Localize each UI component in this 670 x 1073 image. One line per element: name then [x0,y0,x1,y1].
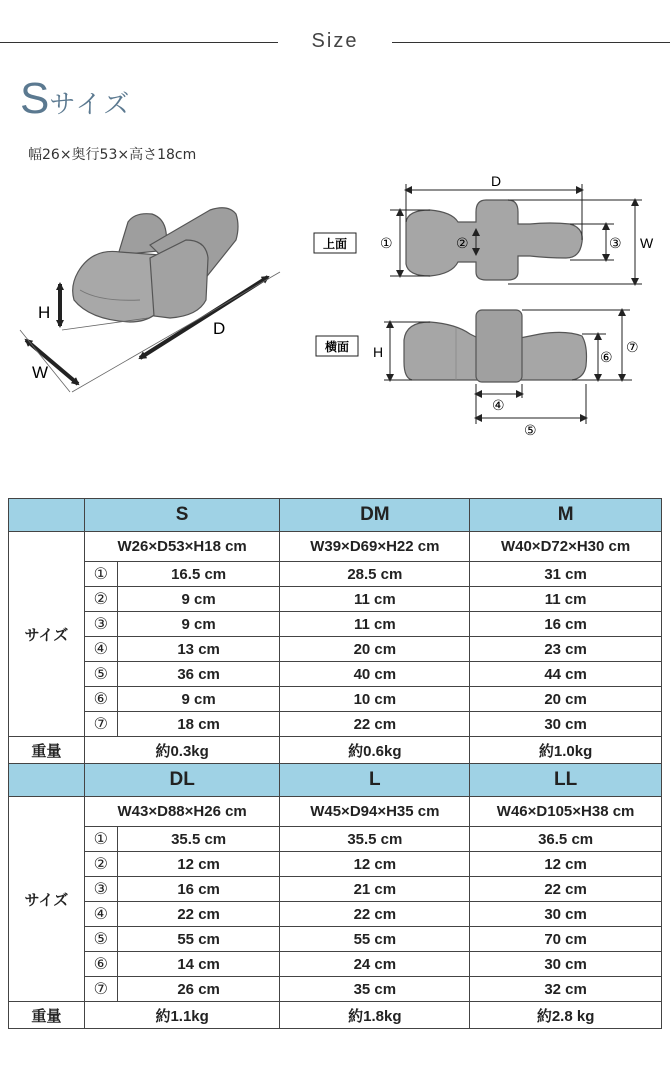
cell: 11 cm [470,587,662,612]
cell: 55 cm [117,927,280,952]
dims-m: W40×D72×H30 cm [470,532,662,562]
cell: 22 cm [117,902,280,927]
side-view-marker-6: ⑥ [600,350,613,366]
table-header-row [9,764,662,797]
perspective-d-label: D [213,319,226,338]
cell: 9 cm [117,612,280,637]
dims-ll: W46×D105×H38 cm [470,797,662,827]
top-view-marker-1: ① [380,236,393,252]
size-name-l: L [280,764,470,797]
top-view-d-label: D [490,173,502,189]
marker-4: ④ [84,902,117,927]
cell: 16 cm [470,612,662,637]
perspective-h-label: H [38,303,51,322]
cell: 36.5 cm [470,827,662,852]
cell: 14 cm [117,952,280,977]
section-title: Size [311,30,359,52]
product-diagram [0,170,670,440]
size-spec-table [8,498,662,1029]
side-view-shape [404,310,587,382]
s-size-letter: S [20,74,50,123]
table-row [9,852,662,877]
dims-l: W45×D94×H35 cm [280,797,470,827]
size-name-dl: DL [84,764,280,797]
perspective-cushion [73,208,238,322]
header-line-right [392,42,670,43]
size-name-s: S [84,499,280,532]
marker-6: ⑥ [84,952,117,977]
top-view-marker-2: ② [456,236,469,252]
marker-1: ① [84,827,117,852]
weight-s: 約0.3kg [84,737,280,764]
cell: 13 cm [117,637,280,662]
table-dims-row [9,532,662,562]
cell: 9 cm [117,687,280,712]
table-header-corner [9,764,85,797]
cell: 12 cm [117,852,280,877]
cell: 11 cm [280,587,470,612]
cell: 40 cm [280,662,470,687]
dims-dl: W43×D88×H26 cm [84,797,280,827]
cell: 35.5 cm [117,827,280,852]
cell: 28.5 cm [280,562,470,587]
dims-dm: W39×D69×H22 cm [280,532,470,562]
cell: 16.5 cm [117,562,280,587]
cell: 35.5 cm [280,827,470,852]
cell: 21 cm [280,877,470,902]
table-weight-row [9,737,662,764]
side-view-label: 横面 [324,340,350,354]
cell: 30 cm [470,952,662,977]
table-row [9,637,662,662]
dims-s: W26×D53×H18 cm [84,532,280,562]
table-row [9,827,662,852]
cell: 36 cm [117,662,280,687]
table-dims-row [9,797,662,827]
s-size-heading [20,74,131,124]
row-label-weight: 重量 [9,1002,85,1029]
marker-5: ⑤ [84,662,117,687]
cell: 31 cm [470,562,662,587]
table-weight-row [9,1002,662,1029]
row-label-weight: 重量 [9,737,85,764]
marker-6: ⑥ [84,687,117,712]
cell: 35 cm [280,977,470,1002]
weight-m: 約1.0kg [470,737,662,764]
cell: 32 cm [470,977,662,1002]
row-label-size: サイズ [9,797,85,1002]
top-view-shape [406,200,582,280]
cell: 11 cm [280,612,470,637]
cell: 22 cm [280,902,470,927]
weight-dm: 約0.6kg [280,737,470,764]
side-view-marker-5: ⑤ [524,423,537,439]
table-row [9,562,662,587]
marker-5: ⑤ [84,927,117,952]
cell: 24 cm [280,952,470,977]
size-name-m: M [470,499,662,532]
weight-ll: 約2.8 kg [470,1002,662,1029]
cell: 44 cm [470,662,662,687]
table-row [9,612,662,637]
row-label-size: サイズ [9,532,85,737]
cell: 16 cm [117,877,280,902]
table-row [9,977,662,1002]
top-view-label: 上面 [322,237,348,251]
marker-2: ② [84,587,117,612]
s-size-dimensions: 幅26×奥行53×高さ18cm [28,147,197,163]
cell: 9 cm [117,587,280,612]
cell: 70 cm [470,927,662,952]
cell: 20 cm [280,637,470,662]
s-size-word: サイズ [49,89,132,119]
cell: 12 cm [470,852,662,877]
table-row [9,687,662,712]
side-view-h-label: H [373,344,384,360]
side-view-marker-7: ⑦ [626,340,639,356]
side-view-marker-4: ④ [492,398,505,414]
size-name-ll: LL [470,764,662,797]
marker-2: ② [84,852,117,877]
weight-l: 約1.8kg [280,1002,470,1029]
table-row [9,587,662,612]
cell: 30 cm [470,712,662,737]
table-row [9,902,662,927]
cell: 20 cm [470,687,662,712]
marker-1: ① [84,562,117,587]
cell: 22 cm [470,877,662,902]
size-name-dm: DM [280,499,470,532]
cell: 23 cm [470,637,662,662]
marker-3: ③ [84,877,117,902]
table-header-corner [9,499,85,532]
table-row [9,662,662,687]
cell: 10 cm [280,687,470,712]
cell: 30 cm [470,902,662,927]
table-header-row [9,499,662,532]
top-view-w-label: W [640,235,654,251]
top-view-marker-3: ③ [609,236,622,252]
table-row [9,877,662,902]
cell: 26 cm [117,977,280,1002]
cell: 18 cm [117,712,280,737]
marker-3: ③ [84,612,117,637]
table-row [9,712,662,737]
table-row [9,952,662,977]
marker-7: ⑦ [84,977,117,1002]
weight-dl: 約1.1kg [84,1002,280,1029]
cell: 55 cm [280,927,470,952]
marker-4: ④ [84,637,117,662]
marker-7: ⑦ [84,712,117,737]
perspective-w-label: W [32,363,49,382]
cell: 22 cm [280,712,470,737]
table-row [9,927,662,952]
cell: 12 cm [280,852,470,877]
